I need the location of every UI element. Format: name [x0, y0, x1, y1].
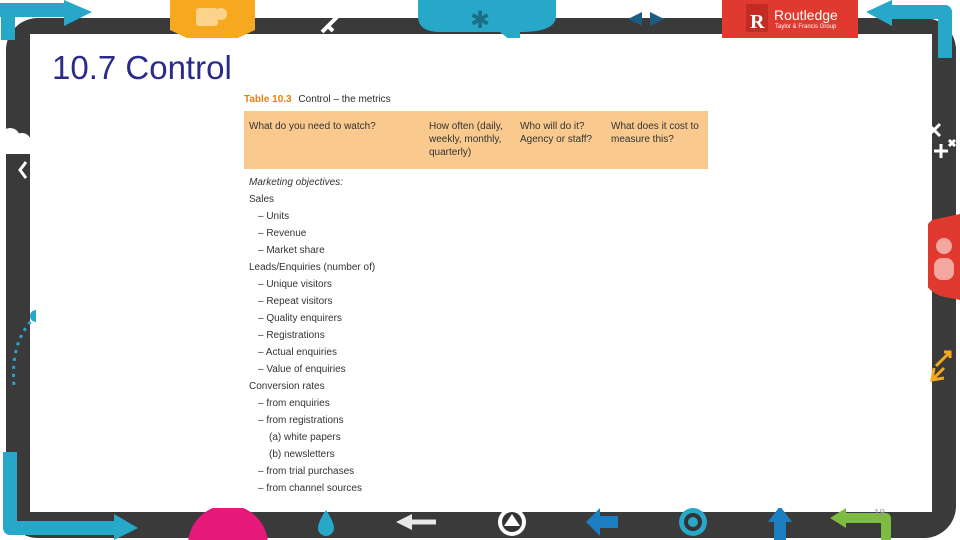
table-row: Conversion rates: [249, 381, 325, 392]
table-caption-text: Control – the metrics: [298, 94, 391, 105]
table-row: Sales: [249, 194, 275, 205]
slide-content-area: [36, 38, 928, 508]
table-caption: [244, 94, 391, 105]
table-row: (b) newsletters: [269, 449, 335, 460]
table-row: – Unique visitors: [258, 279, 332, 290]
table-row: – Market share: [258, 245, 325, 256]
table-row: Marketing objectives:: [249, 177, 343, 188]
target-icon: [679, 508, 707, 536]
table-row: – from trial purchases: [258, 466, 355, 477]
table-row: – Actual enquiries: [258, 347, 337, 358]
table-row: (a) white papers: [269, 432, 341, 443]
page-number: 18: [874, 508, 886, 519]
svg-text:R: R: [750, 11, 765, 33]
table-header-cell: Who will do it? Agency or staff?: [520, 121, 593, 145]
table-row: – Units: [258, 211, 290, 222]
publisher-name: Routledge: [774, 7, 838, 23]
table-row: – Revenue: [258, 228, 307, 239]
table-row: – Quality enquirers: [258, 313, 342, 324]
table-row: – from enquiries: [258, 398, 330, 409]
table-row: Leads/Enquiries (number of): [249, 262, 376, 273]
svg-text:✱: ✱: [470, 6, 491, 34]
slide-title: 10.7 Control: [52, 49, 232, 86]
table-header-cell: What do you need to watch?: [249, 121, 376, 132]
table-row: – Value of enquiries: [258, 364, 346, 375]
table-row: – Repeat visitors: [258, 296, 333, 307]
table-row: – from registrations: [258, 415, 344, 426]
table-header-cell: What does it cost to measure this?: [611, 121, 699, 145]
table-header-cell: How often (daily, weekly, monthly, quarterly): [429, 121, 503, 158]
publisher-subtitle: Taylor & Francis Group: [775, 24, 837, 30]
table-body: [249, 174, 375, 497]
table-row: – from channel sources: [258, 483, 362, 494]
table-row: – Registrations: [258, 330, 325, 341]
eject-icon: [498, 508, 526, 536]
table-header: [244, 111, 708, 169]
table-caption-number: Table 10.3: [244, 94, 292, 105]
